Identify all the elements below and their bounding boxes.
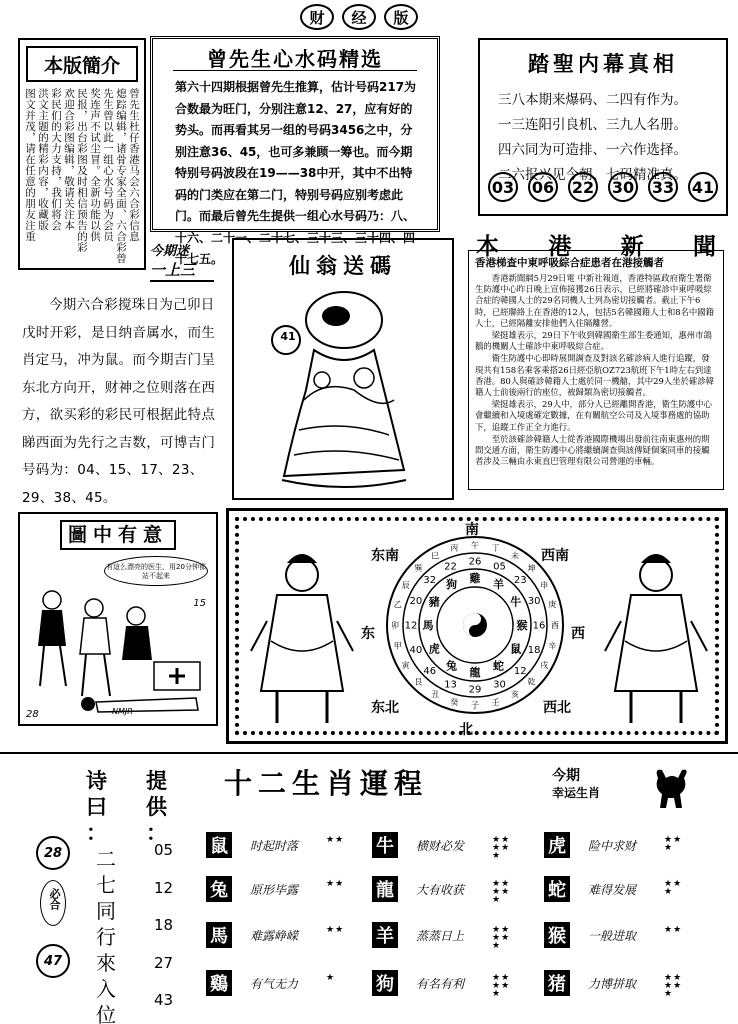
compass-label: 12	[404, 620, 418, 632]
scoop-line: 三八本期来爆码、二四有作为。	[498, 92, 687, 108]
compass-label: 20	[409, 596, 423, 607]
zodiac-sign-box: 牛	[372, 832, 398, 858]
zodiac-sign-box: 狗	[372, 970, 398, 996]
riddle-number: 15	[193, 598, 206, 609]
news-box	[462, 234, 730, 496]
direction-west: 西	[571, 626, 585, 642]
direction-north: 北	[459, 722, 473, 738]
compass-label: 30	[527, 596, 541, 607]
news-title-char: 港	[548, 233, 572, 260]
scoop-line: 一三连阳引良机、三九人名册。	[498, 117, 687, 133]
zodiac-title: 十二生肖運程	[224, 767, 429, 800]
compass-label: 乾	[527, 677, 536, 687]
masthead-char: 经	[342, 4, 376, 30]
child-figure-left	[247, 541, 357, 731]
must-match-label: 必合	[48, 888, 61, 910]
zeng-title: 曾先生心水码精选	[173, 43, 417, 71]
poem-char: 位	[96, 1003, 116, 1024]
poem-text	[96, 846, 116, 1024]
rating-stars: ★★ ★★ ★	[492, 835, 511, 861]
number-ball: 03	[488, 172, 518, 202]
intro-column: 熄踪编辑，诸骨专家全面、六合彩曾	[115, 88, 127, 264]
compass-label: 32	[423, 575, 437, 587]
compass-label: 46	[423, 665, 437, 677]
compass-label: 卯	[391, 620, 399, 630]
zodiac-sign-box: 猪	[544, 970, 570, 996]
compass-label: 05	[493, 561, 506, 573]
number-ball: 22	[568, 172, 598, 202]
poem-label-char: 曰	[86, 795, 107, 819]
compass-label: 22	[444, 561, 457, 573]
compass-label: 29	[468, 684, 482, 696]
zodiac-sign-box: 虎	[544, 832, 570, 858]
zodiac-fortune: 蒸蒸日上	[416, 929, 465, 943]
poem-label	[86, 768, 107, 846]
news-title-char: 聞	[692, 233, 716, 260]
circle-number-bottom: 47	[36, 944, 70, 978]
poem-label-char: 诗	[86, 769, 107, 793]
lucky-line: 幸运生肖	[552, 786, 601, 800]
masthead-char: 版	[384, 4, 418, 30]
compass-label: 艮	[414, 677, 423, 687]
poem-char: 同	[96, 899, 116, 923]
zodiac-fortune: 有气无力	[250, 977, 299, 991]
compass-label: 龍	[469, 665, 481, 679]
zodiac-sign-box: 蛇	[544, 876, 570, 902]
compass-label: 虎	[428, 642, 440, 656]
intro-column: 先生曾以此一组心水号码为会员	[102, 88, 114, 242]
compass-label: 壬	[491, 698, 500, 708]
intro-column: 奖连声不试尘冒。全新功能以供	[89, 88, 101, 242]
compass-label: 馬	[422, 618, 434, 632]
compass-label: 戌	[540, 660, 549, 670]
xianweng-box	[232, 238, 454, 500]
direction-south: 南	[465, 522, 479, 538]
compass-label: 40	[409, 645, 423, 656]
offer-number: 43	[154, 991, 174, 1009]
compass-label: 丙	[450, 543, 459, 553]
compass-label: 16	[532, 620, 546, 632]
rating-stars: ★★	[326, 925, 345, 935]
lucky-zodiac-label	[552, 768, 600, 802]
scoop-line: 二六报兴见今朝、七码精准真。	[498, 167, 687, 183]
poem-char: 七	[96, 873, 116, 897]
number-balls	[488, 172, 718, 202]
intro-column: 曾先生杜仔香港马会六合彩信息	[128, 88, 140, 242]
zodiac-fortune: 横财必发	[416, 839, 465, 853]
child-figure-right	[601, 541, 711, 731]
offer-label-char: 供	[146, 795, 167, 819]
compass-label: 羊	[493, 578, 504, 592]
poem-char: 入	[96, 977, 116, 1001]
speech-bubble: 有這么漂亮的医生，用20分钟都站不起来	[104, 556, 208, 586]
offer-number: 05	[154, 841, 174, 859]
riddle-title: 圖中有意	[60, 520, 176, 550]
number-ball: 33	[648, 172, 678, 202]
zodiac-sign-box: 鼠	[206, 832, 232, 858]
rating-stars: ★★ ★★ ★	[492, 879, 511, 905]
compass-label: 30	[493, 679, 506, 691]
zodiac-fortune: 有名有利	[416, 977, 465, 991]
direction-northeast: 东北	[371, 700, 399, 716]
tag-line: 一上三	[150, 259, 214, 282]
direction-east: 东	[361, 626, 375, 642]
circle-number-top: 28	[36, 836, 70, 870]
number-ball: 30	[608, 172, 638, 202]
news-headline: 香港梯查中東呼吸綜合症患者在港接觸者	[475, 257, 664, 269]
masthead-char: 财	[300, 4, 334, 30]
compass-label: 酉	[551, 620, 559, 630]
compass-label: 巽	[414, 564, 423, 574]
compass-label: 辛	[548, 641, 557, 651]
direction-southeast: 东南	[371, 548, 399, 564]
compass-label: 巳	[431, 551, 439, 561]
rating-stars: ★★ ★★ ★	[664, 973, 683, 999]
compass-label: 豬	[428, 595, 440, 609]
zodiac-fortune: 力博拼取	[588, 977, 637, 991]
inside-scoop-box	[478, 38, 728, 216]
compass-box	[226, 508, 728, 744]
intro-column: 图文并茂，请在任意的朋友注重	[24, 88, 36, 242]
compass-label: 甲	[393, 641, 402, 651]
rating-stars: ★★	[326, 835, 345, 845]
zodiac-sign-box: 龍	[372, 876, 398, 902]
intro-column: 洪文主题的精彩内容，收藏版	[37, 88, 49, 231]
rating-stars: ★★	[664, 925, 683, 935]
compass-label: 癸	[450, 698, 459, 708]
compass-label: 辰	[401, 580, 410, 590]
compass-label: 子	[471, 700, 479, 710]
rating-stars: ★★ ★	[664, 835, 683, 853]
picture-riddle-box	[18, 512, 218, 726]
poem-char: 來	[96, 951, 116, 975]
compass-label: 蛇	[493, 659, 504, 673]
zodiac-sign-box: 鷄	[206, 970, 232, 996]
intro-column: 彩民们的大力支持，我们将会	[50, 88, 62, 231]
goat-icon	[650, 764, 692, 812]
intro-box	[18, 38, 146, 270]
news-paragraph: 衛生防護中心即時展開調查及對該名確診病人進行追蹤，發現共有158名乘客乘搭26日經亞航OZ723航班下午1時左右到達香港。80人與確診韓籍人士處於同一機艙，其中29人坐於確診韓籍人士前後兩行的座位，被歸類為密切接觸者。	[475, 353, 715, 398]
xianweng-badge-number: 41	[280, 330, 296, 343]
lucky-line: 今期	[552, 768, 580, 784]
zodiac-sign-box: 羊	[372, 922, 398, 948]
intro-column: 民报，出台彩图及时相信预告的彩	[76, 88, 88, 253]
riddle-number: 28	[26, 709, 39, 720]
poem-char: 行	[96, 925, 116, 949]
zodiac-fortune: 一般进取	[588, 929, 637, 943]
news-content	[468, 250, 724, 490]
zodiac-fortune: 时起时落	[250, 839, 299, 853]
zodiac-sign-box: 馬	[206, 922, 232, 948]
rating-stars: ★★ ★	[664, 879, 683, 897]
poem-char: 二	[96, 847, 116, 871]
rating-stars: ★★	[326, 879, 345, 889]
compass-label: 鼠	[510, 642, 522, 656]
intro-title: 本版簡介	[26, 46, 138, 82]
tag-line: 今期迷	[150, 244, 190, 259]
direction-northwest: 西北	[543, 700, 571, 716]
scoop-title: 踏聖内幕真相	[528, 51, 678, 76]
rating-stars: ★★ ★★ ★	[492, 973, 511, 999]
intro-columns	[24, 88, 140, 264]
news-paragraph: 梁挺雄表示，29人中，部分人已經離開香港，衛生防護中心會繼續和入境處確定數據，在有關航空公司及入境事務處的協助下，追蹤工作正全力進行。	[475, 399, 712, 432]
artist-signature: NMJR	[112, 707, 133, 716]
zodiac-fortune: 难得发展	[588, 883, 637, 897]
offer-number: 12	[154, 878, 174, 897]
compass-label: 26	[468, 556, 482, 568]
number-ball: 06	[528, 172, 558, 202]
rating-stars: ★★ ★★ ★	[492, 925, 511, 951]
news-paragraph: 至於該確診韓籍人士從香港國際機場出發前往南東惠州的期間交通方面，衛生防護中心將繼續調查與該傳疑個案同車的接觸者涉及三輛由永東直巴管理有限公司營運的車輛。	[475, 433, 710, 467]
masthead	[300, 4, 418, 30]
compass-label: 未	[511, 551, 519, 561]
poem-label-char: ：	[86, 821, 107, 845]
double-arrow-icon	[40, 880, 66, 926]
zodiac-sign-box: 猴	[544, 922, 570, 948]
compass-label: 12	[513, 665, 527, 677]
compass-label: 雞	[469, 571, 481, 585]
zodiac-fortune: 难露峥嵘	[250, 929, 299, 943]
compass-label: 亥	[511, 690, 519, 700]
compass-label: 丑	[431, 690, 439, 700]
news-paragraph: 香港新聞網5月29日電 中新社報道，香港特區政府衛生署衛生防護中心昨日晚上宣佈接獲26日表示，已經將確診中東呼吸綜合症的韓國人士的29名同機人士列為密切接觸者。截止下午6時，已經聯絡上在香港的12人，包括5名韓國籍人士和8名中國籍人士，已經隔離安排他們入住隔離營。	[475, 273, 715, 328]
news-title-char: 本	[476, 233, 499, 260]
compass-label: 13	[444, 679, 457, 691]
compass-label: 午	[471, 540, 479, 550]
compass-label: 18	[527, 645, 541, 656]
compass-label: 庚	[548, 600, 557, 610]
article-text: 今期六合彩搅珠日为己卯日戊时开彩，是日纳音属水，而生肖定马，冲为鼠。而今期吉门呈东北方向开，财神之位则落在西方，欲买彩的彩民可根据此特点睇西面为先行之吉数，可博吉门号码为：04、15、17、23、29、38、45。	[22, 297, 216, 506]
scoop-line: 四六同为可造排、一六作选择。	[498, 142, 687, 158]
number-ball: 41	[688, 172, 718, 202]
zodiac-fortune: 原形毕露	[250, 883, 299, 897]
compass-label: 坤	[527, 564, 536, 574]
direction-southwest: 西南	[541, 548, 569, 564]
offer-label-char: ：	[146, 821, 167, 845]
offer-number: 27	[154, 953, 174, 972]
news-paragraph: 梁挺雄表示，29日下午收到韓國衛生部生委通知，惠州市鴿鵝的機關人士確診中東呼吸綜合症。	[475, 330, 712, 352]
immortal-illustration	[264, 280, 424, 496]
cartoon-illustration	[26, 586, 212, 716]
compass-label: 丁	[491, 543, 500, 553]
compass-label: 猴	[516, 618, 528, 632]
xianweng-title: 仙翁送碼	[289, 253, 397, 278]
rating-stars: ★	[326, 973, 336, 983]
offer-label-char: 提	[146, 769, 167, 793]
offer-number: 18	[154, 916, 174, 934]
compass-label: 申	[540, 580, 549, 590]
compass-wheel	[385, 535, 565, 715]
compass-label: 寅	[401, 660, 410, 670]
offer-numbers	[154, 832, 173, 1020]
zodiac-sign-box: 兔	[206, 876, 232, 902]
zeng-body: 第六十四期根据曾先生推算，估计号码217为合数最为旺门，分别注意12、27，应有好的势头。而再看其另一组的号码3456之中，分别注意36、45，也可多兼顾一筹也。而今期特别号码波段在19——38中开，其中不出特码的门类应在第二门，特别号码应别考虑此门。而最后曾先生提供一组心水号码乃：八、十六、二十一、二十七、三十三、三十四、四十七五。	[175, 80, 417, 266]
zodiac-section	[0, 752, 738, 1024]
compass-label: 兔	[446, 659, 457, 673]
intro-column: 欢迎合彩图编辑，敬请关注本	[63, 88, 75, 231]
zodiac-fortune: 大有收获	[416, 883, 465, 897]
compass-label: 23	[513, 575, 527, 587]
riddle-tag	[150, 240, 214, 280]
compass-label: 牛	[510, 595, 522, 609]
news-title-char: 新	[620, 233, 644, 260]
compass-label: 乙	[393, 600, 402, 610]
compass-label: 狗	[446, 578, 457, 592]
zodiac-fortune: 险中求财	[588, 839, 637, 853]
